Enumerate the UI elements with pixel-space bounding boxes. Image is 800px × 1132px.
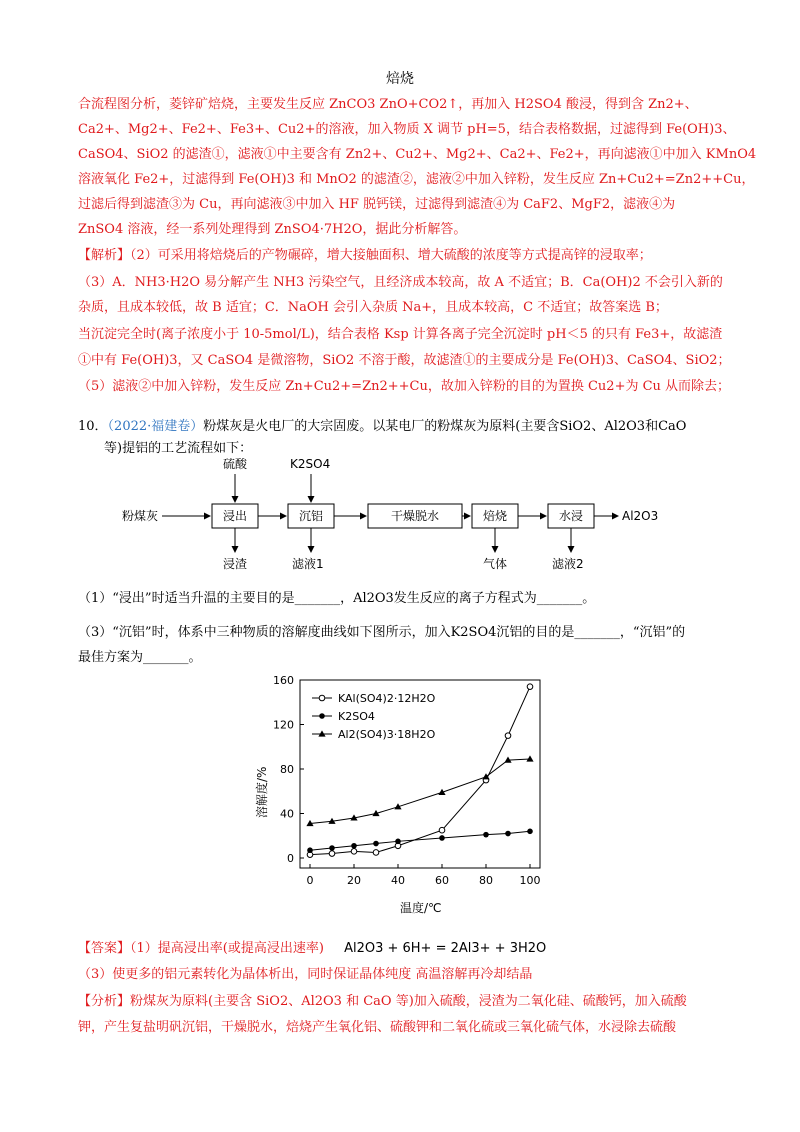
explanation-line: （5）滤液②中加入锌粉，发生反应 Zn+Cu2+=Zn2++Cu，故加入锌粉的目的为置换 Cu2+为 Cu 从而除去；: [78, 379, 731, 394]
explanation-line: 当沉淀完全时(离子浓度小于 10-5mol/L)，结合表格 Ksp 计算各离子完全沉淀时 pH＜5 的只有 Fe3+，故滤渣: [78, 327, 723, 342]
data-point-filled-circle: [483, 832, 489, 838]
flow-start: 粉煤灰: [122, 509, 159, 523]
analysis-line: ZnSO4 溶液，经一系列处理得到 ZnSO4·7H2O，据此分析解答。: [78, 222, 467, 237]
x-tick-label: 0: [306, 874, 314, 887]
flow-output-residue: 浸渣: [223, 557, 248, 571]
data-point-open-circle: [373, 850, 379, 856]
data-point-filled-circle: [307, 847, 313, 853]
legend-label: KAl(SO4)2·12H2O: [338, 692, 436, 705]
data-point-filled-circle: [395, 839, 401, 845]
data-point-open-circle: [505, 733, 511, 739]
question-text: 粉煤灰是火电厂的大宗固废。以某电厂的粉煤灰为原料(主要含SiO2、Al2O3和CaO: [203, 419, 687, 434]
data-point-open-circle: [319, 695, 325, 701]
flow-step-label: 沉铝: [299, 509, 324, 523]
analysis-line: CaSO4、SiO2 的滤渣①，滤液①中主要含有 Zn2+、Cu2+、Mg2+、Ca2+、Fe2+，再向滤液①中加入 KMnO4: [78, 147, 757, 162]
analysis-line-2: 钾，产生复盐明矾沉铝，干燥脱水，焙烧产生氧化铝、硫酸钾和二氧化硫或三氧化硫气体，水浸除去硫酸: [78, 1020, 677, 1035]
answer-1: （1）提高浸出率(或提高浸出速率): [130, 941, 324, 956]
flow-output-filtrate1: 滤液1: [292, 557, 324, 571]
explanation-line: ①中有 Fe(OH)3，又 CaSO4 是微溶物，SiO2 不溶于酸，故滤渣①的主要成分是 Fe(OH)3、CaSO4、SiO2；: [78, 353, 731, 368]
analysis-line: 溶液氧化 Fe2+，过滤得到 Fe(OH)3 和 MnO2 的滤渣②，滤液②中加入锌粉，发生反应 Zn+Cu2+=Zn2++Cu，: [78, 172, 755, 187]
x-tick-label: 100: [519, 874, 541, 887]
answer-line-1: [78, 940, 546, 958]
flow-step-label: 水浸: [559, 509, 584, 523]
data-point-filled-circle: [373, 841, 379, 847]
question-source: （2022·福建卷）: [107, 419, 204, 434]
series-line: [310, 831, 530, 850]
x-tick-label: 40: [391, 874, 405, 887]
explanation-line: 杂质，且成本较低，故 B 适宜；C．NaOH 会引入杂质 Na+，且成本较高，C 不适宜；故答案选 B；: [78, 300, 668, 315]
solubility-chart: [250, 668, 550, 928]
legend-label: Al2(SO4)3·18H2O: [338, 728, 436, 741]
flow-input-acid: 硫酸: [223, 458, 248, 471]
y-tick-label: 0: [287, 852, 294, 865]
data-point-filled-circle: [319, 713, 325, 719]
x-axis-label: 温度/℃: [400, 901, 442, 915]
flow-output-filtrate2: 滤液2: [552, 557, 584, 571]
y-tick-label: 160: [273, 674, 294, 687]
answer-equation: Al2O3 + 6H+ = 2Al3+ + 3H2O: [344, 941, 547, 956]
flow-step-label: 干燥脱水: [391, 509, 440, 523]
analysis-text: 粉煤灰为原料(主要含 SiO2、Al2O3 和 CaO 等)加入硫酸，浸渣为二氧化硅、硫酸钙，加入硫酸: [130, 994, 687, 1009]
explanation-text: （2）可采用将焙烧后的产物碾碎，增大接触面积、增大硫酸的浓度等方式提高锌的浸取率；: [130, 248, 652, 263]
x-tick-label: 20: [347, 874, 361, 887]
question-number: 10．: [78, 419, 108, 434]
analysis-line-1: [78, 993, 687, 1011]
flow-input-k2so4: K2SO4: [290, 458, 331, 471]
data-point-filled-circle: [351, 843, 357, 849]
process-flowchart: [120, 458, 680, 578]
data-point-open-circle: [351, 849, 357, 855]
analysis-line: Ca2+、Mg2+、Fe2+、Fe3+、Cu2+的溶液，加入物质 X 调节 pH=5，结合表格数据，过滤得到 Fe(OH)3、: [78, 122, 736, 137]
flow-output-gas: 气体: [483, 557, 508, 571]
question-3-a: （3）“沉铝”时，体系中三种物质的溶解度曲线如下图所示，加入K2SO4沉铝的目的是_______，“沉铝”的: [78, 625, 686, 640]
answer-3: （3）使更多的铝元素转化为晶体析出，同时保证晶体纯度 高温溶解再冷却结晶: [78, 967, 533, 982]
question-1: （1）“浸出”时适当升温的主要目的是_______，Al2O3发生反应的离子方程式为_______。: [78, 591, 596, 606]
data-point-filled-circle: [439, 835, 445, 841]
explanation-tag: 【解析】: [78, 248, 131, 263]
analysis-line: 合流程图分析，菱锌矿焙烧，主要发生反应 ZnCO3 ZnO+CO2↑，再加入 H2SO4 酸浸，得到含 Zn2+、: [78, 97, 698, 112]
flow-step-label: 焙烧: [483, 509, 508, 523]
x-tick-label: 60: [435, 874, 449, 887]
flow-step-label: 浸出: [223, 509, 248, 523]
heading: 焙烧: [386, 71, 414, 87]
y-tick-label: 80: [280, 763, 294, 776]
y-tick-label: 120: [273, 718, 294, 732]
legend-label: K2SO4: [338, 710, 375, 723]
flow-end: Al2O3: [622, 509, 659, 523]
data-point-triangle: [526, 755, 533, 761]
explanation-line: （3）A．NH3·H2O 易分解产生 NH3 污染空气，且经济成本较高，故 A 不适宜；B．Ca(OH)2 不会引入新的: [78, 275, 723, 290]
data-point-filled-circle: [329, 845, 335, 851]
data-point-open-circle: [527, 684, 533, 690]
data-point-open-circle: [439, 827, 445, 833]
data-point-filled-circle: [505, 831, 511, 837]
data-point-open-circle: [329, 851, 335, 857]
y-axis-label: 溶解度/%: [255, 766, 269, 818]
analysis-tag: 【分析】: [78, 994, 131, 1009]
x-tick-label: 80: [479, 874, 493, 887]
question-3-b: 最佳方案为_______。: [78, 650, 202, 665]
data-point-filled-circle: [527, 829, 533, 835]
series-line: [310, 759, 530, 824]
analysis-line: 过滤后得到滤渣③为 Cu，再向滤液③中加入 HF 脱钙镁，过滤得到滤渣④为 CaF2、MgF2，滤液④为: [78, 197, 676, 212]
question-10-stem: [78, 418, 686, 436]
explanation-line-1: [78, 247, 652, 265]
question-text-2: 等)提铝的工艺流程如下：: [104, 441, 253, 456]
answer-tag: 【答案】: [78, 941, 131, 956]
y-tick-label: 40: [280, 807, 294, 821]
